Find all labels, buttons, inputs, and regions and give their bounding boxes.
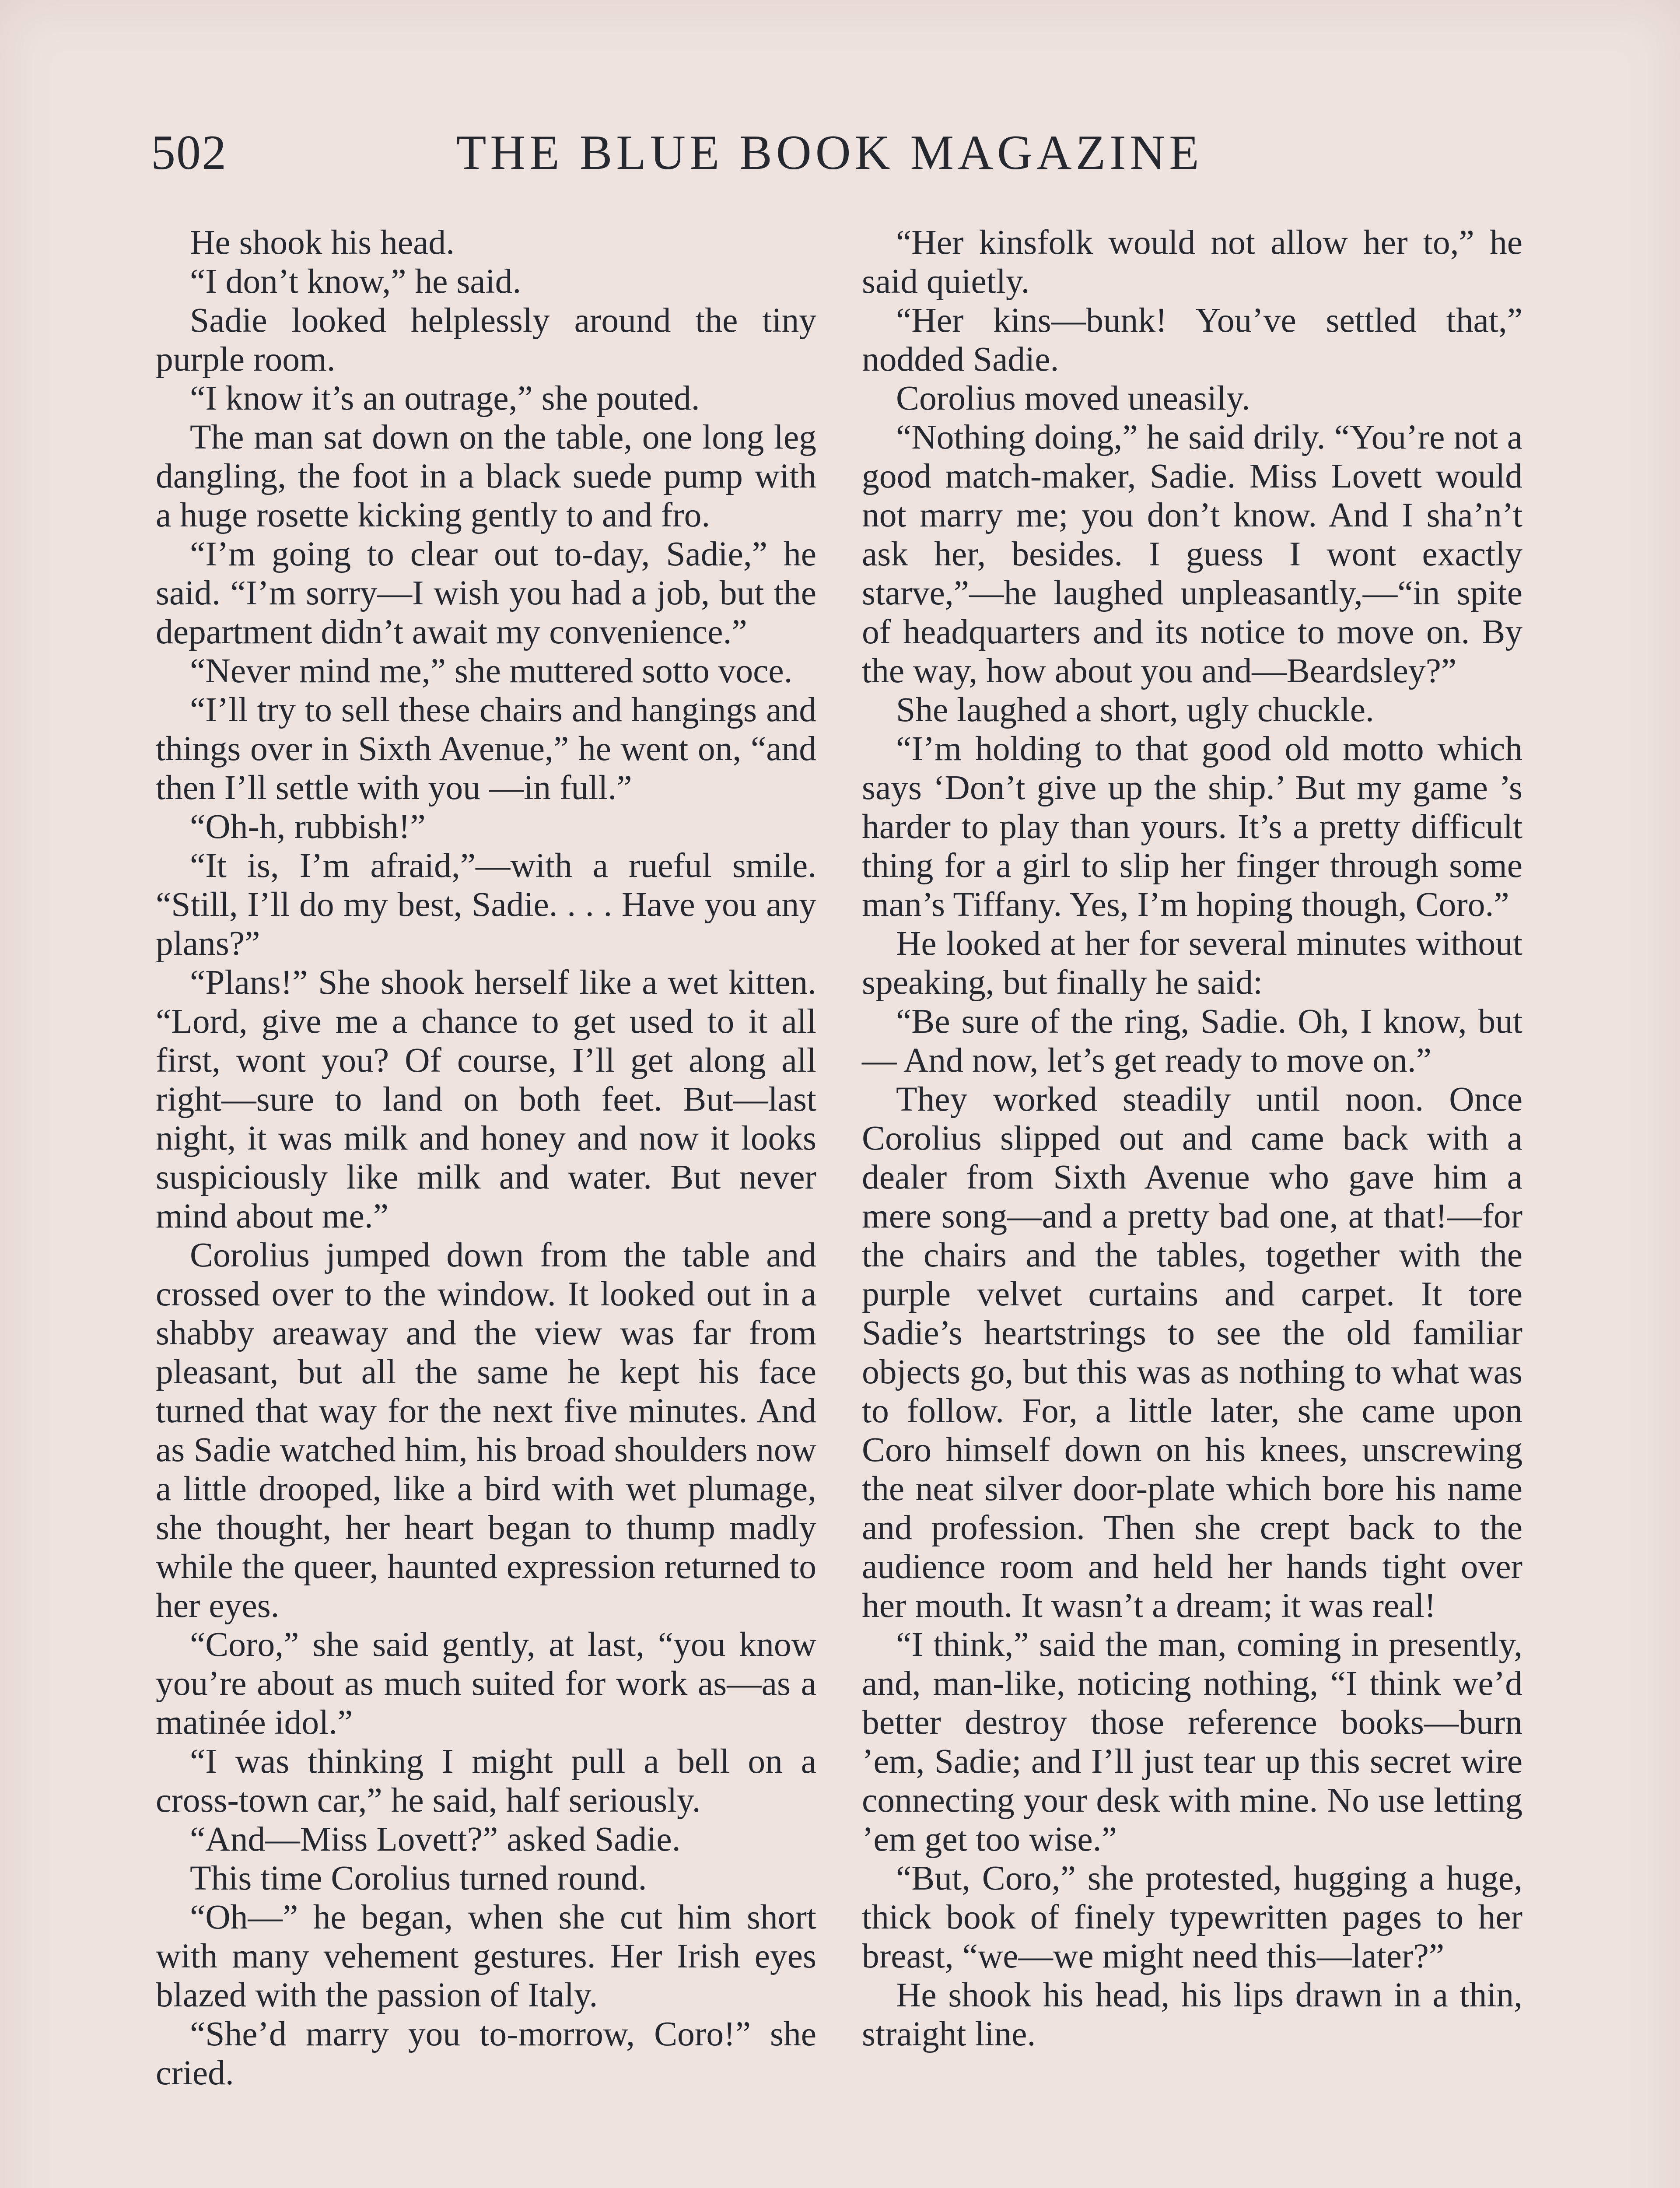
paragraph: “I know it’s an outrage,” she pouted. (190, 379, 700, 417)
paragraph: “Her kins—bunk! You’ve settled that,” nodded Sadie. (862, 301, 1522, 379)
paragraph: “She’d marry you to-morrow, Coro!” she cried. (156, 2015, 816, 2092)
paragraph: The man sat down on the table, one long leg dangling, the foot in a black suede pump with a huge rosette kicking gently to and fro. (156, 418, 816, 534)
paragraph: Corolius moved uneasily. (896, 379, 1250, 417)
paragraph: He shook his head. (190, 223, 455, 262)
right-text-column (862, 223, 1522, 2054)
paragraph: “But, Coro,” she protested, hugging a huge, thick book of finely typewritten pages to her breast, “we—we might need this—later?” (862, 1859, 1522, 1975)
paragraph: “I was thinking I might pull a bell on a cross-town car,” he said, half seriously. (156, 1742, 816, 1820)
paragraph: “I’m holding to that good old motto which says ‘Don’t give up the ship.’ But my game ’s harder to play than yours. It’s a pretty difficult thing for a girl to slip her finger through some man’s Tiffany. Yes, I’m hoping though, Coro.” (862, 729, 1522, 924)
paragraph: They worked steadily until noon. Once Corolius slipped out and came back with a dealer from Sixth Avenue who gave him a mere song—and a pretty bad one, at that!—for the chairs and the tables, together with the purple velvet curtains and carpet. It tore Sadie’s heartstrings to see the old familiar objects go, but this was as nothing to what was to follow. For, a little later, she came upon Coro himself down on his knees, unscrewing the neat silver door-plate which bore his name and profession. Then she crept back to the audience room and held her hands tight over her mouth. It wasn’t a dream; it was real! (862, 1080, 1522, 1625)
paragraph: This time Corolius turned round. (190, 1859, 647, 1897)
paragraph: “I’m going to clear out to-day, Sadie,” he said. “I’m sorry—I wish you had a job, but the department didn’t await my convenience.” (156, 535, 816, 651)
paragraph: “And—Miss Lovett?” asked Sadie. (190, 1820, 681, 1858)
paragraph: He looked at her for several minutes without speaking, but finally he said: (862, 924, 1522, 1002)
paragraph: “It is, I’m afraid,”—with a rueful smile. “Still, I’ll do my best, Sadie. . . . Have you any plans?” (156, 846, 816, 963)
paragraph: “Coro,” she said gently, at last, “you know you’re about as much suited for work as—as a matinée idol.” (156, 1625, 816, 1742)
paragraph: He shook his head, his lips drawn in a thin, straight line. (862, 1976, 1522, 2053)
paragraph: “I think,” said the man, coming in presently, and, man-like, noticing nothing, “I think we’d better destroy those reference books—burn ’em, Sadie; and I’ll just tear up this secret wire connecting your desk with mine. No use letting ’em get too wise.” (862, 1625, 1522, 1858)
paragraph: She laughed a short, ugly chuckle. (896, 691, 1374, 729)
paragraph: “Her kinsfolk would not allow her to,” he said quietly. (862, 223, 1522, 301)
paragraph: “Oh-h, rubbish!” (190, 807, 426, 846)
page-header (151, 125, 1540, 182)
paragraph: “Plans!” She shook herself like a wet kitten. “Lord, give me a chance to get used to it all first, wont you? Of course, I’ll get along all right—sure to land on both feet. But—last night, it was milk and honey and now it looks suspiciously like milk and water. But never mind about me.” (156, 963, 816, 1235)
paragraph: “I don’t know,” he said. (190, 262, 522, 301)
paragraph: “Oh—” he began, when she cut him short with many vehement gestures. Her Irish eyes blazed with the passion of Italy. (156, 1898, 816, 2014)
paragraph: Sadie looked helplessly around the tiny purple room. (156, 301, 816, 379)
paragraph: “Be sure of the ring, Sadie. Oh, I know, but— And now, let’s get ready to move on.” (862, 1002, 1522, 1080)
paragraph: Corolius jumped down from the table and crossed over to the window. It looked out in a shabby areaway and the view was far from pleasant, but all the same he kept his face turned that way for the next five minutes. And as Sadie watched him, his broad shoulders now a little drooped, like a bird with wet plumage, she thought, her heart began to thump madly while the queer, haunted expression returned to her eyes. (156, 1236, 816, 1625)
paragraph: “Nothing doing,” he said drily. “You’re not a good match-maker, Sadie. Miss Lovett would not marry me; you don’t know. And I sha’n’t ask her, besides. I guess I wont exactly starve,”—he laughed unpleasantly,—“in spite of headquarters and its notice to move on. By the way, how about you and—Beardsley?” (862, 418, 1522, 690)
page-number: 502 (151, 126, 227, 180)
paragraph: “Never mind me,” she muttered sotto voce. (190, 652, 793, 690)
paragraph: “I’ll try to sell these chairs and hangings and things over in Sixth Avenue,” he went on, “and then I’ll settle with you —in full.” (156, 691, 816, 807)
left-text-column (156, 223, 816, 2093)
magazine-title: THE BLUE BOOK MAGAZINE (456, 126, 1203, 180)
